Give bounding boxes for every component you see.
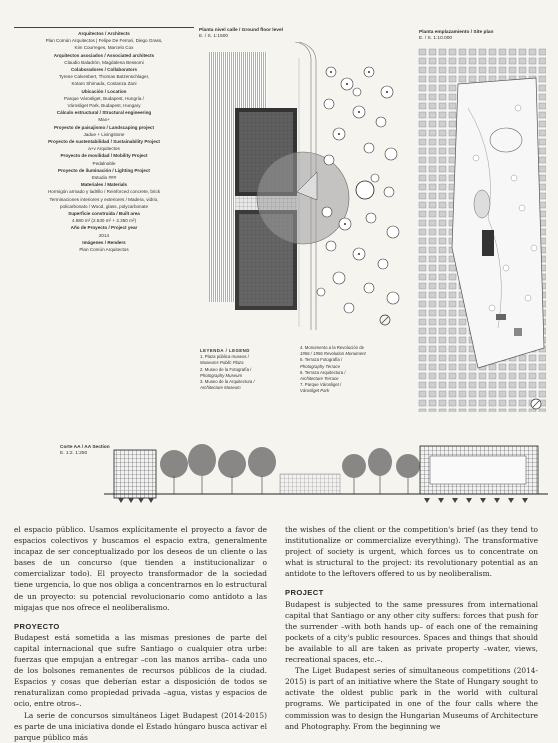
credit-heading: Superficie construida / Built area xyxy=(68,211,140,217)
legend-item: 6. Terraza Arquitectura / xyxy=(300,369,346,375)
legend-item: 1956 / 1956 Revolution Monument xyxy=(300,351,366,357)
site-plan-label: Planta emplazamiento / Site plan xyxy=(419,30,494,35)
es-paragraph-1: el espacio público. Usamos explícitamente el proyecto a favor de espacios colectivos y buscamos el espacio extra, generalmente incapaz de ser conceptualizado por los deseos de un cliente o las bases de un concurso (que tienden a institucionalizar o comercializar todo). El proyecto transformador de la sociedad tiene urgencia, lo que nos obliga a concentrarnos en lo estructural de un proyecto: su potencial revolucionario como antídoto a las migajas que nos ofrece el neoliberalismo. xyxy=(14,525,267,612)
en-paragraph-2: Budapest is subjected to the same pressures from international capital that Santiago or any other city suffers: forces that push for the surrender –with both hands up– of each one of the remaining pockets of a city's public resources. Spaces and things that should be available to all are taken as private property –water, views, recreational spaces, etc.–. xyxy=(285,599,538,665)
section-aa-drawing xyxy=(104,438,548,508)
credit-heading: Imágenes / Renders xyxy=(82,239,126,245)
credit-heading: Arquitectos / Architects xyxy=(78,31,130,36)
ground-plan-label: Planta nivel calle / Ground floor level xyxy=(199,28,283,33)
credit-value: Tyrene Calvesbert, Thomas Batzenschlager, xyxy=(58,74,150,80)
credit-value: 2014 xyxy=(98,232,110,238)
legend-heading: LEYENDA / LEGEND xyxy=(200,348,250,353)
legend-item: 2. Museo de la Fotografía / xyxy=(200,366,252,372)
credit-value: Pedalnoble xyxy=(92,160,116,166)
credit-heading: Proyecto de sustentabilidad / Sustainability Project xyxy=(48,139,160,145)
site-plan-scale: E. / S. 1:10.000 xyxy=(419,36,453,41)
credit-value: Kim Courreges, Marcelo Cox xyxy=(74,45,134,51)
ground-plan-scale: E. / S. 1:1500 xyxy=(199,34,229,39)
credit-value: Hormigón armado y ladrillo / Reinforced concrete, brick xyxy=(47,189,161,195)
legend-right xyxy=(300,345,410,395)
credit-value: Estudio ### xyxy=(91,175,117,181)
english-column xyxy=(285,524,538,732)
credit-value: Terminaciones interiores y exteriores / Madera, vidrio, xyxy=(49,196,159,202)
credit-heading: Ubicación / Location xyxy=(81,88,127,94)
es-heading-proyecto: PROYECTO xyxy=(14,621,60,631)
credit-value: 4.880 m² (2.530 m² + 2.350 m²) xyxy=(72,218,136,224)
project-credits xyxy=(14,30,194,253)
credit-heading: Materiales / Materials xyxy=(80,182,128,188)
credit-value: Plan Común Arquitectos xyxy=(79,247,129,253)
credit-heading: Arquitectos asociados / Associated architects xyxy=(53,52,155,58)
legend-item: 1. Plaza pública museos / xyxy=(200,354,249,360)
site-plan xyxy=(418,48,546,412)
legend-item: Architecture Terrace xyxy=(300,376,339,382)
credit-value: Városliget Park, Budapest, Hungary xyxy=(67,103,141,109)
legend-item: 7. Parque Városliget / xyxy=(300,382,342,388)
en-heading-project: PROJECT xyxy=(285,588,324,598)
legend-item: Architecture Museum xyxy=(200,385,241,391)
credit-heading: Cálculo estructural / Structural engineering xyxy=(56,110,152,116)
section-title xyxy=(60,445,110,457)
credit-value: policarbonato / Wood, glass, polycarbonate xyxy=(59,203,149,209)
es-paragraph-2: Budapest está sometida a las mismas presiones de parte del capital internacional que sufre Santiago o cualquier otra urbe: fuerzas que empujan a entregar –con las manos arriba– cada uno de los bolsones remanentes de recursos públicos de la ciudad. Espacios y cosas que deberían estar a disposición de todos se renaturalizan como propiedad privada –agua, vistas y espacios de ocio, entre otros–. xyxy=(14,632,267,709)
credit-value: Plan Común Arquitectos | Felipe De Ferrari, Diego Grass, xyxy=(45,38,163,44)
section-scale: E. 1:2. 1:250 xyxy=(60,451,88,456)
es-paragraph-3: La serie de concursos simultáneos Liget Budapest (2014-2015) es parte de una iniciativa donde el Estado húngaro busca activar el parque público más xyxy=(14,710,267,742)
legend-item: Városliget Park xyxy=(300,388,330,394)
legend-item: Museums Public Plaza xyxy=(200,360,244,366)
credit-heading: Proyecto de movilidad / Mobility Project xyxy=(60,153,148,159)
credit-value: Parque Városliget, Budapest, Hungría / xyxy=(64,95,144,101)
legend-item: 4. Monumento a la Revolución de xyxy=(300,345,365,350)
en-paragraph-3: The Liget Budapest series of simultaneous competitions (2014-2015) is part of an initiative where the State of Hungary sought to activate the oldest public park in the world with cultural programs. We participated in one of the four calls where the commission was to design the Hungarian Museums of Architecture and Photography. From the beginning we xyxy=(285,666,538,731)
credit-value: Jadue + Livingstone xyxy=(83,131,125,137)
credit-heading: Proyecto de paisajismo / Landscaping project xyxy=(53,124,155,130)
credits-top-rule xyxy=(14,27,194,28)
legend-left xyxy=(200,348,295,391)
spanish-column xyxy=(14,524,267,743)
credit-value: a+v Arquitectos xyxy=(88,146,120,152)
credit-heading: Proyecto de iluminación / Lighting Project xyxy=(58,167,150,173)
ground-plan-title xyxy=(199,28,283,40)
credit-heading: Año de Proyecto / Project year xyxy=(70,225,138,231)
legend-item: 5. Terraza Fotografía / xyxy=(300,357,343,363)
credit-value: Claudio Baladrón, Magdalena Bessomi xyxy=(64,59,144,65)
legend-item: Photography Museum xyxy=(200,372,243,378)
credit-heading: Colaboradores / Collaborators xyxy=(70,67,138,73)
legend-item: Photography Terrace xyxy=(300,363,340,369)
en-paragraph-1: the wishes of the client or the competition's brief (as they tend to institutionalize or commercialize everything). The transformative project of society is urgent, which forces us to concentrate on what is structural to the project: its revolutionary potential as an antidote to the leftovers offered to us by neoliberalism. xyxy=(285,525,538,579)
legend-item: 3. Museo de la Arquitectura / xyxy=(200,379,255,385)
site-plan-title xyxy=(419,30,493,42)
credit-value: Kotaro Shimada, Costanza Zani xyxy=(71,81,137,87)
credit-value: Max+ xyxy=(98,117,110,123)
section-label: Corte AA / AA Section xyxy=(60,445,110,450)
ground-floor-plan xyxy=(199,42,407,330)
